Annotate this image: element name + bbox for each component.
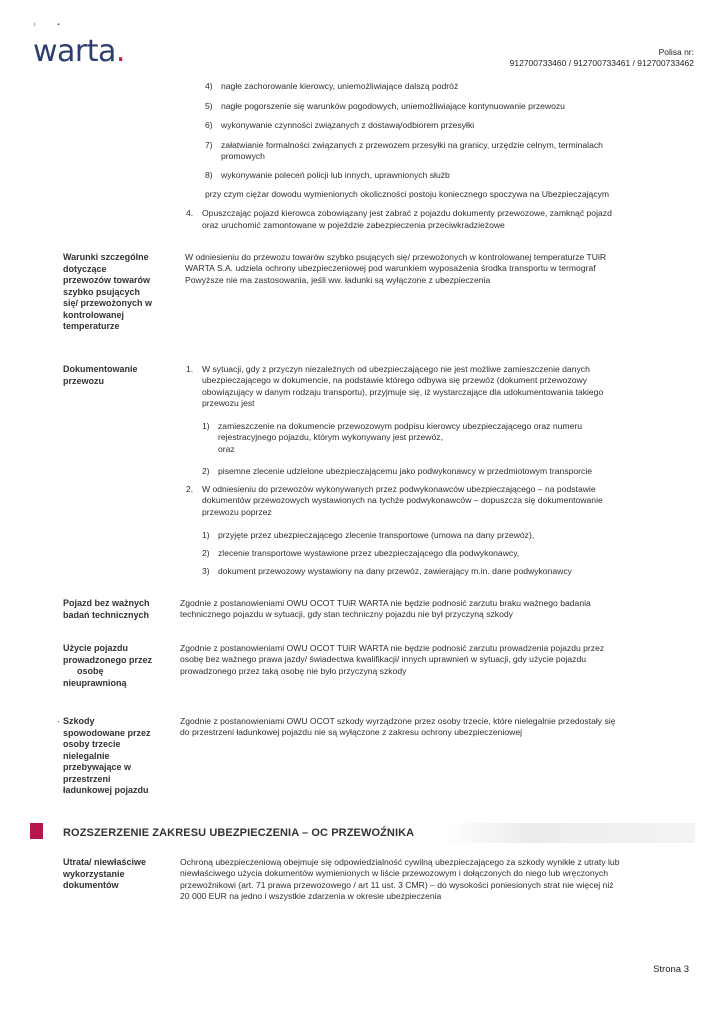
warta-logo bbox=[33, 34, 125, 69]
policy-number-block bbox=[510, 47, 694, 69]
text-unauthorized-driver: Zgodnie z postanowieniami OWU OCOT TUiR WARTA nie będzie podnosić zarzutu prowadzenia pojazdu przez osobę bez ważnego prawa jazdy/ świadectwa kwalifikacji/ innych uprawnień w sytuacji, gdy użycie pojazdu prowadzonego przez taką osobę nie było przyczyną szkody bbox=[180, 643, 605, 676]
doc-point-1: 1. W sytuacji, gdy z przyczyn niezależnych od ubezpieczającego nie jest możliwe zamieszczenie danych ubezpieczającego w dokumencie, na podstawie którego odbywa się przewóz (dokument przewozowy obowiązujący w danym rodzaju transportu), przyjmuje się, iż wystarczające dla udokumentowania takiego przewozu jest bbox=[186, 364, 604, 408]
label-unauthorized-driver: Użycie pojazdu prowadzonego przez osobę nieuprawnioną bbox=[63, 643, 153, 688]
logo-dot: . bbox=[115, 34, 125, 69]
point-4: 4. Opuszczając pojazd kierowca zobowiązany jest zabrać z pojazdu dokumenty przewozowe, zamknąć pojazd oraz uruchomić zamontowane w pojeździe zabezpieczenia przeciwkradzieżowe bbox=[186, 208, 612, 230]
text-perishable-goods: W odniesieniu do przewozu towarów szybko psujących się/ przewożonych w kontrolowanej temperaturze TUiR WARTA S.A. udziela ochrony ubezpieczeniowej pod warunkiem wyposażenia środka transportu w termograf Powyższe nie ma zastosowania, jeśli ww. ładunki są wyłączone z ubezpieczenia bbox=[185, 252, 607, 285]
doc-point-2: 2. W odniesieniu do przewozów wykonywanych przez podwykonawców ubezpieczającego – na podstawie dokumentów przewozowych wystawionych na tychże podwykonawców – dopuszcza się dokumentowanie przewozu poprzez bbox=[186, 484, 603, 517]
doc-point-2-item-1: 1) przyjęte przez ubezpieczającego zlecenie transportowe (umowa na dany przewóz), bbox=[202, 530, 535, 540]
text-stowaways: Zgodnie z postanowieniami OWU OCOT szkody wyrządzone przez osoby trzecie, które nielegalnie przedostały się do przestrzeni ładunkowej pojazdu nie są wyłączone z zakresu ochrony ubezpieczeniowej bbox=[180, 716, 616, 738]
doc-point-2-item-3: 3) dokument przewozowy wystawiony na dany przewóz, zawierający m.in. dane podwykonawcy bbox=[202, 566, 572, 576]
label-stowaways: Szkody spowodowane przez osoby trzecie nielegalnie przebywające w przestrzeni ładunkowej pojazdu bbox=[63, 716, 151, 795]
text-technical-inspection: Zgodnie z postanowieniami OWU OCOT TUiR WARTA nie będzie podnosić zarzutu braku ważnego badania technicznego pojazdu w sytuacji, gdy stan techniczny pojazdu nie był przyczyną szkody bbox=[180, 598, 591, 620]
section-title: ROZSZERZENIE ZAKRESU UBEZPIECZENIA – OC PRZEWOŹNIKA bbox=[63, 827, 415, 839]
list-item: 5) nagłe pogorszenie się warunków pogodowych, uniemożliwiające kontynuowanie przewozu bbox=[205, 101, 565, 111]
label-perishable-goods: Warunki szczególne dotyczące przewozów towarów szybko psujących się/ przewożonych w kontrolowanej temperaturze bbox=[63, 252, 153, 331]
label-documentation: Dokumentowanie przewozu bbox=[63, 364, 138, 386]
section-marker bbox=[30, 823, 43, 839]
scan-marks: ı ▪ bbox=[34, 22, 60, 28]
list-item-continuation: promowych bbox=[221, 151, 265, 161]
logo-text: warta bbox=[33, 34, 116, 69]
list-closing-text: przy czym ciężar dowodu wymienionych okoliczności postoju koniecznego spoczywa na Ubezpieczającym bbox=[205, 189, 610, 199]
list-item: 7) załatwianie formalności związanych z przewozem przesyłki na granicy, urzędzie celnym, terminalach bbox=[205, 140, 603, 150]
label-technical-inspection: Pojazd bez ważnych badań technicznych bbox=[63, 598, 150, 620]
doc-point-1-item-2: 2) pisemne zlecenie udzielone ubezpieczającemu jako podwykonawcy w przedmiotowym transporcie bbox=[202, 466, 593, 476]
doc-point-2-item-2: 2) zlecenie transportowe wystawione przez ubezpieczającego dla podwykonawcy, bbox=[202, 548, 520, 558]
text-lost-documents: Ochroną ubezpieczeniową obejmuje się odpowiedzialność cywilną ubezpieczającego za szkody wynikłe z utraty lub niewłaściwego użycia dokumentów wymienionych w liście przewozowym i dołączonych do niego lub wręczonych przewoźnikowi (art. 71 prawa przewozowego / art 11 ust. 3 CMR) – do wysokości poniesionych strat nie więcej niż 20 000 EUR na jedno i wszystkie zdarzenia w okresie ubezpieczenia bbox=[180, 857, 620, 901]
list-item: 4) nagłe zachorowanie kierowcy, uniemożliwiające dalszą podróż bbox=[205, 81, 459, 91]
list-item: 8) wykonywanie poleceń policji lub innych, uprawnionych służb bbox=[205, 170, 450, 180]
label-lost-documents: Utrata/ niewłaściwe wykorzystanie dokumentów bbox=[63, 857, 147, 890]
doc-point-1-item-1: 1) zamieszczenie na dokumencie przewozowym podpisu kierowcy ubezpieczającego oraz numeru rejestracyjnego pojazdu, którym wykonywany jest przewóz, oraz bbox=[202, 421, 582, 454]
list-item: 6) wykonywanie czynności związanych z dostawą/odbiorem przesyłki bbox=[205, 120, 475, 130]
bullet-mark: · bbox=[57, 716, 60, 726]
policy-label: Polisa nr: bbox=[658, 47, 694, 57]
policy-numbers: 912700733460 / 912700733461 / 912700733462 bbox=[509, 58, 694, 68]
page-number: Strona 3 bbox=[653, 964, 689, 975]
